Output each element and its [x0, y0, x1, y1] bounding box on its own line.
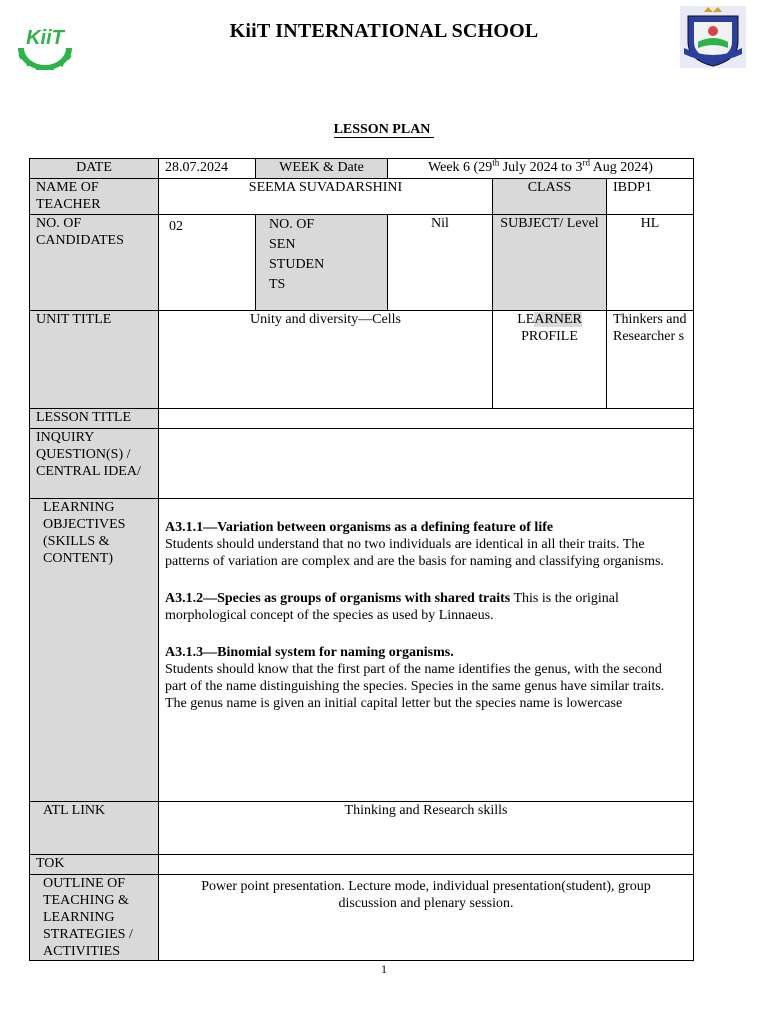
- learner-profile-label-c: PROFILE: [521, 329, 578, 344]
- row-objectives: [30, 499, 694, 802]
- inquiry-label: INQUIRY QUESTION(S) / CENTRAL IDEA/: [30, 429, 159, 499]
- week-sup-1: th: [492, 158, 500, 168]
- week-text-1: Week 6 (29: [428, 160, 493, 175]
- row-atl: [30, 802, 694, 855]
- row-outline: [30, 875, 694, 961]
- lesson-plan-table: [29, 158, 694, 961]
- date-label: DATE: [30, 159, 159, 179]
- class-label: CLASS: [493, 179, 607, 215]
- objectives-content: [159, 499, 694, 802]
- row-teacher: [30, 179, 694, 215]
- sen-label-line-2: SEN: [269, 237, 296, 252]
- teacher-label: NAME OF TEACHER: [30, 179, 159, 215]
- row-date: [30, 159, 694, 179]
- date-value: 28.07.2024: [159, 159, 256, 179]
- objective-2-heading: A3.1.2—Species as groups of organisms with shared traits: [165, 591, 511, 606]
- sen-label-line-1: NO. OF: [269, 217, 315, 232]
- objective-1-heading: A3.1.1—Variation between organisms as a defining feature of life: [165, 520, 554, 535]
- lesson-title-label: LESSON TITLE: [30, 409, 159, 429]
- week-value: [388, 159, 694, 179]
- row-inquiry: [30, 429, 694, 499]
- objective-2: [165, 590, 687, 624]
- inquiry-value: [159, 429, 694, 499]
- learner-profile-label-a: LE: [517, 312, 535, 327]
- teacher-value: SEEMA SUVADARSHINI: [159, 179, 493, 215]
- candidates-label: NO. OF CANDIDATES: [30, 215, 159, 311]
- sen-value: Nil: [388, 215, 493, 311]
- subject-value: HL: [607, 215, 694, 311]
- lesson-title-value: [159, 409, 694, 429]
- week-text-3: Aug 2024): [589, 160, 653, 175]
- tok-label: TOK: [30, 855, 159, 875]
- candidates-value: 02: [159, 215, 256, 311]
- objective-2-body: This is the original morphological concept of the species as used by Linnaeus.: [165, 591, 619, 623]
- page-number: 1: [381, 962, 387, 976]
- week-text-2: July 2024 to 3: [499, 160, 583, 175]
- objective-3: [165, 644, 687, 712]
- unit-title-label: UNIT TITLE: [30, 311, 159, 409]
- tok-value: [159, 855, 694, 875]
- learner-profile-label: [493, 311, 607, 409]
- atl-value: Thinking and Research skills: [159, 802, 694, 855]
- row-lesson-title: [30, 409, 694, 429]
- sen-label: [256, 215, 388, 311]
- objective-1: [165, 519, 687, 570]
- objective-3-body: Students should know that the first part of the name identifies the genus, with the second part of the name distinguishing the species. Species in the same genus have similar traits. The genus name is given an initial capital letter but the species name is lowercase: [165, 662, 665, 711]
- learner-profile-label-b: ARNER: [534, 312, 582, 327]
- week-sup-2: rd: [582, 158, 590, 168]
- row-unit-title: [30, 311, 694, 409]
- outline-value: Power point presentation. Lecture mode, individual presentation(student), group discussion and plenary session.: [159, 875, 694, 961]
- school-crest: [678, 4, 748, 70]
- outline-label: OUTLINE OF TEACHING & LEARNING STRATEGIES / ACTIVITIES: [30, 875, 159, 961]
- objective-1-body: Students should understand that no two individuals are identical in all their traits. The patterns of variation are complex and are the basis for naming and classifying organisms.: [165, 537, 664, 569]
- school-name: KiiT INTERNATIONAL SCHOOL: [229, 20, 539, 42]
- row-tok: [30, 855, 694, 875]
- row-candidates: [30, 215, 694, 311]
- objectives-label: LEARNING OBJECTIVES (SKILLS & CONTENT): [30, 499, 159, 802]
- sen-label-line-4: TS: [269, 277, 286, 292]
- objective-3-heading: A3.1.3—Binomial system for naming organisms.: [165, 645, 454, 660]
- week-label: WEEK & Date: [256, 159, 388, 179]
- document-title-text: LESSON PLAN: [334, 122, 435, 138]
- document-title: [0, 122, 768, 138]
- subject-label: SUBJECT/ Level: [493, 215, 607, 311]
- unit-title-value: Unity and diversity—Cells: [159, 311, 493, 409]
- class-value: IBDP1: [607, 179, 694, 215]
- sen-label-line-3: STUDEN: [269, 257, 325, 272]
- svg-text:KiiT: KiiT: [26, 27, 64, 49]
- learner-profile-value: Thinkers and Researcher s: [607, 311, 694, 409]
- atl-label: ATL LINK: [30, 802, 159, 855]
